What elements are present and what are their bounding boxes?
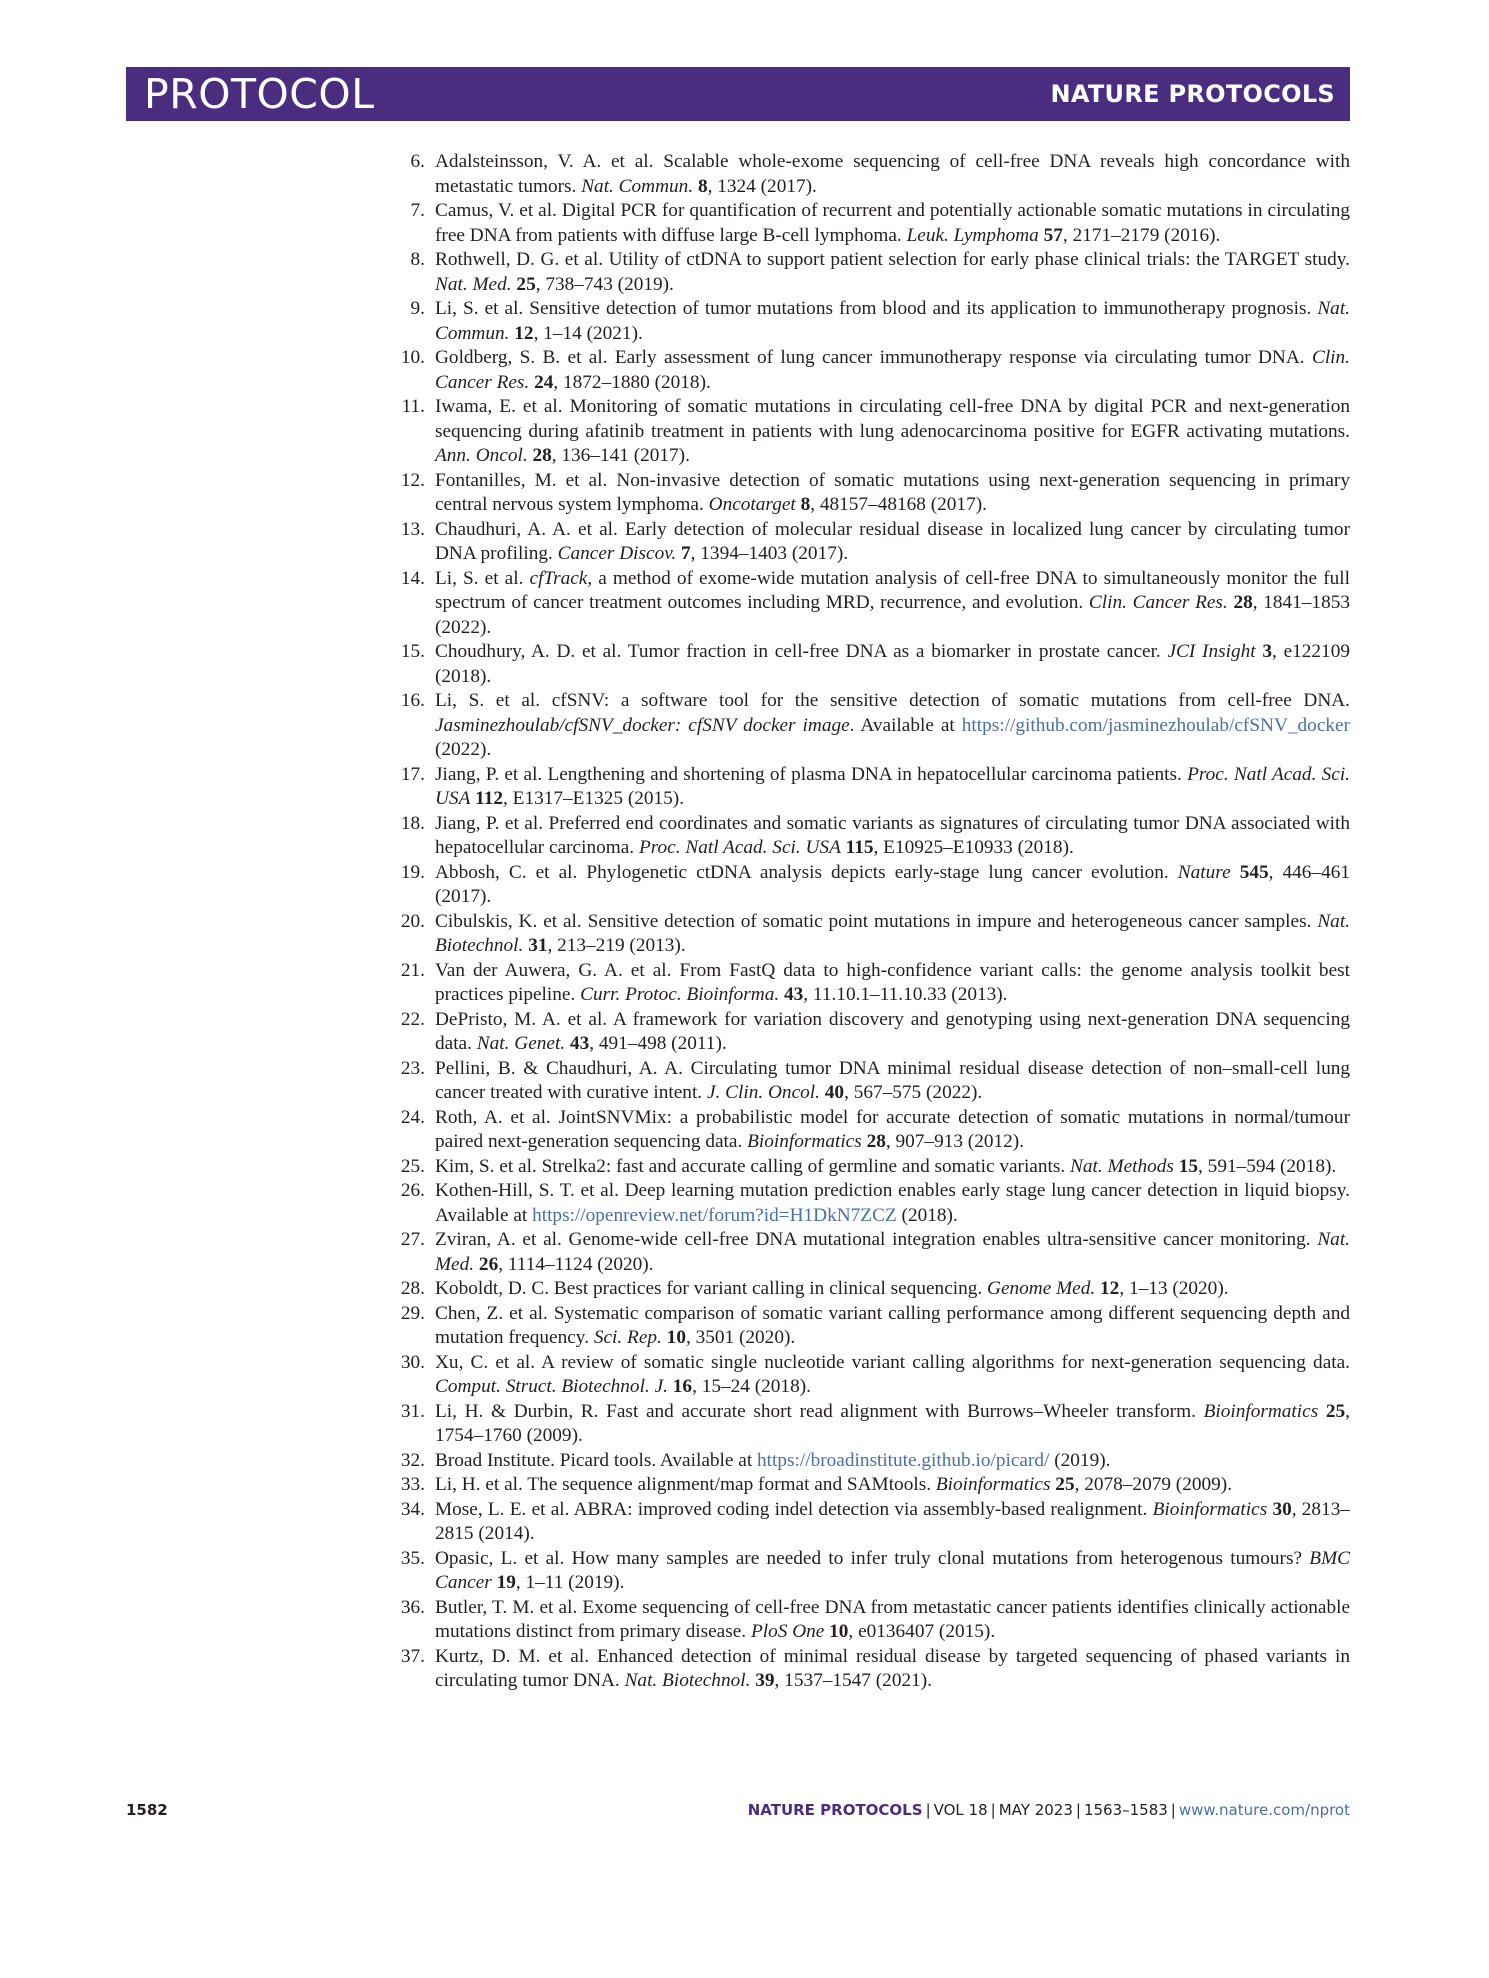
reference-item [385,861,1350,910]
footer-volume: VOL 18 [933,1801,988,1819]
reference-item [385,1302,1350,1351]
reference-segment: Jiang, P. et al. Preferred end coordinates and somatic variants as signatures of circulating tumor DNA associated with hepatocellular carcinoma. [435,812,1350,858]
reference-number: 29. [400,1302,425,1324]
reference-italic: Clin. Cancer Res. [1088,592,1228,613]
reference-item [385,199,1350,248]
reference-segment: , 1872–1880 (2018). [553,371,711,393]
reference-text [435,1498,1350,1547]
reference-number: 6. [410,151,425,172]
reference-segment: Kurtz, D. M. et al. Enhanced detection of minimal residual disease by targeted sequencing of phased variants in circulating tumor DNA. [435,1645,1350,1691]
footer-separator: | [1075,1801,1081,1819]
reference-italic: Comput. Struct. Biotechnol. J. [435,1376,668,1397]
reference-number: 18. [400,812,425,834]
reference-item [385,395,1350,469]
reference-segment: Opasic, L. et al. How many samples are needed to infer truly clonal mutations from heterogenous tumours? [435,1547,1310,1569]
reference-number: 25. [400,1155,425,1177]
reference-text [435,346,1350,395]
reference-volume: 26 [478,1253,499,1275]
reference-number: 30. [400,1351,425,1373]
reference-item [385,248,1350,297]
reference-italic: Jasminezhoulab/cfSNV_docker: cfSNV docker image [435,714,850,736]
reference-segment: Cibulskis, K. et al. Sensitive detection of somatic point mutations in impure and heterogeneous cancer samples. [435,910,1318,932]
footer-citation [748,1801,1350,1819]
reference-segment: Jiang, P. et al. Lengthening and shortening of plasma DNA in hepatocellular carcinoma patients. [435,763,1188,785]
reference-volume: 16 [672,1376,693,1397]
reference-volume: 39 [755,1670,775,1691]
reference-segment: Van der Auwera, G. A. et al. From FastQ data to high-confidence variant calls: the genome analysis toolkit best practices pipeline. [435,959,1350,1005]
reference-text [435,910,1350,959]
reference-number: 15. [400,641,425,662]
reference-item [385,959,1350,1008]
reference-text [435,861,1350,910]
reference-volume: 28 [532,445,552,466]
reference-number: 10. [400,347,425,368]
reference-text [435,1449,1350,1474]
reference-segment: , 2078–2079 (2009). [1074,1474,1233,1495]
reference-item [385,1277,1350,1302]
reference-segment: , E10925–E10933 (2018). [873,837,1074,858]
reference-text [435,1302,1350,1351]
footer-separator: | [925,1801,931,1819]
reference-number: 16. [400,690,425,711]
reference-italic: Ann. Oncol. [435,445,528,466]
reference-text [435,199,1350,248]
reference-segment: , 567–575 (2022). [844,1082,983,1103]
reference-number: 19. [400,861,425,883]
reference-item [385,1449,1350,1474]
reference-volume: 10 [666,1327,686,1348]
reference-number: 34. [400,1498,425,1520]
reference-text [435,1155,1350,1180]
reference-number: 33. [400,1474,425,1495]
reference-link[interactable]: https://openreview.net/forum?id=H1DkN7ZCZ [532,1204,897,1226]
reference-text [435,689,1350,763]
reference-segment: , 1324 (2017). [707,175,817,197]
reference-item [385,1645,1350,1694]
reference-text [435,1179,1350,1228]
reference-text [435,567,1350,641]
reference-item [385,346,1350,395]
reference-number: 31. [400,1400,425,1422]
reference-segment: , 1–13 (2020). [1119,1278,1229,1299]
reference-segment: . Available at [849,714,962,736]
reference-italic: Proc. Natl Acad. Sci. USA [638,837,841,858]
reference-segment: Chaudhuri, A. A. et al. Early detection of molecular residual disease in localized lung cancer by circulating tumor DNA profiling. [435,518,1350,564]
reference-italic: Bioinformatics [935,1474,1051,1495]
reference-segment: Choudhury, A. D. et al. Tumor fraction in cell-free DNA as a biomarker in prostate cancer. [435,641,1168,662]
reference-volume: 43 [784,984,804,1005]
reference-italic: Nat. Med. [435,273,512,295]
footer-issue: MAY 2023 [998,1801,1073,1819]
reference-segment: Kim, S. et al. Strelka2: fast and accurate calling of germline and somatic variants. [435,1155,1071,1177]
reference-number: 32. [400,1449,425,1471]
reference-item [385,763,1350,812]
section-label: PROTOCOL [144,70,375,118]
reference-segment: (2022). [435,739,492,760]
reference-segment: Li, S. et al. Sensitive detection of tumor mutations from blood and its application to immunotherapy prognosis. [435,298,1318,319]
reference-volume: 25 [1325,1400,1346,1422]
reference-italic: Leuk. Lymphoma [906,224,1039,246]
reference-text [435,297,1350,346]
reference-item [385,812,1350,861]
reference-segment: Rothwell, D. G. et al. Utility of ctDNA to support patient selection for early phase clinical trials: the TARGET study. [435,249,1350,270]
reference-number: 12. [400,469,425,491]
reference-number: 36. [400,1596,425,1618]
footer-url-link[interactable]: www.nature.com/nprot [1178,1801,1350,1819]
reference-italic: Bioinformatics [747,1131,862,1152]
reference-volume: 12 [514,322,534,344]
reference-italic: Nat. Commun. [581,175,694,197]
reference-text [435,395,1350,469]
reference-text [435,1106,1350,1155]
reference-volume: 115 [845,837,874,858]
reference-item [385,910,1350,959]
reference-number: 21. [400,959,425,981]
reference-segment: , 2171–2179 (2016). [1062,224,1221,246]
footer-separator: | [1170,1801,1176,1819]
reference-item [385,1179,1350,1228]
reference-segment: , e0136407 (2015). [848,1621,996,1642]
reference-number: 13. [400,518,425,540]
reference-text [435,1008,1350,1057]
reference-text [435,1645,1350,1694]
reference-list [385,150,1350,1694]
reference-item [385,150,1350,199]
reference-number: 37. [400,1645,425,1667]
reference-item [385,1547,1350,1596]
reference-segment: , 1537–1547 (2021). [774,1670,932,1691]
reference-segment: Koboldt, D. C. Best practices for variant calling in clinical sequencing. [435,1278,988,1299]
reference-italic: Nat. Biotechnol. [435,910,1350,956]
reference-number: 7. [410,200,425,221]
reference-volume: 15 [1178,1155,1199,1177]
reference-number: 22. [400,1008,425,1030]
footer-journal: NATURE PROTOCOLS [747,1801,923,1819]
reference-volume: 57 [1043,224,1063,246]
reference-volume: 40 [824,1082,845,1103]
reference-italic: BMC Cancer [435,1547,1350,1593]
reference-italic: PloS One [750,1621,825,1642]
reference-volume: 19 [496,1572,516,1593]
reference-segment: DePristo, M. A. et al. A framework for variation discovery and genotyping using next-generation DNA sequencing data. [435,1008,1350,1054]
reference-volume: 43 [569,1033,590,1054]
reference-segment: , 136–141 (2017). [551,445,690,466]
reference-italic: Curr. Protoc. Bioinforma. [580,984,780,1005]
reference-italic: Cancer Discov. [557,543,677,564]
reference-number: 28. [400,1278,425,1299]
reference-text [435,1473,1350,1498]
reference-number: 26. [400,1180,425,1201]
reference-segment: Iwama, E. et al. Monitoring of somatic mutations in circulating cell-free DNA by digital PCR and next-generation sequencing during afatinib treatment in patients with lung adenocarcinoma positive for EGFR activating mutations. [435,396,1350,442]
reference-segment: Roth, A. et al. JointSNVMix: a probabilistic model for accurate detection of somatic mutations in normal/tumour paired next-generation sequencing data. [435,1106,1350,1152]
reference-segment: , 738–743 (2019). [535,273,674,295]
reference-segment: , e122109 (2018). [435,641,1350,687]
reference-segment: , 15–24 (2018). [692,1376,811,1397]
reference-link[interactable]: https://broadinstitute.github.io/picard/ [757,1449,1050,1471]
reference-text [435,640,1350,689]
reference-segment: Abbosh, C. et al. Phylogenetic ctDNA analysis depicts early-stage lung cancer evolution. [435,861,1178,883]
reference-segment: Butler, T. M. et al. Exome sequencing of cell-free DNA from metastatic cancer patients identifies clinically actionable mutations distinct from primary disease. [435,1596,1350,1642]
reference-segment: , 1841–1853 (2022). [435,592,1350,638]
reference-number: 35. [400,1547,425,1569]
reference-volume: 25 [1055,1474,1075,1495]
reference-item [385,1228,1350,1277]
reference-segment: , 1754–1760 (2009). [435,1400,1350,1446]
reference-item [385,1473,1350,1498]
reference-volume: 10 [829,1621,849,1642]
reference-segment: Chen, Z. et al. Systematic comparison of somatic variant calling performance among different sequencing depth and mutation frequency. [435,1302,1350,1348]
reference-item [385,567,1350,641]
reference-segment: , 907–913 (2012). [885,1131,1025,1152]
reference-number: 9. [410,298,425,319]
reference-italic: Nat. Commun. [435,298,1350,344]
reference-volume: 24 [534,371,554,393]
reference-segment: Xu, C. et al. A review of somatic single nucleotide variant calling algorithms for next-generation sequencing data. [435,1351,1350,1373]
reference-text [435,812,1350,861]
reference-volume: 7 [681,543,691,564]
reference-segment: Adalsteinsson, V. A. et al. Scalable whole-exome sequencing of cell-free DNA reveals high concordance with metastatic tumors. [435,151,1350,197]
reference-segment: Fontanilles, M. et al. Non-invasive detection of somatic mutations using next-generation sequencing in primary central nervous system lymphoma. [435,469,1350,515]
reference-italic: JCI Insight [1167,641,1256,662]
reference-italic: Nat. Biotechnol. [624,1670,751,1691]
reference-volume: 25 [516,273,536,295]
reference-italic: Clin. Cancer Res. [435,347,1350,393]
reference-volume: 112 [475,788,504,809]
reference-segment: Li, H. et al. The sequence alignment/map format and SAMtools. [435,1474,936,1495]
reference-italic: Bioinformatics [1203,1400,1319,1422]
reference-segment: Mose, L. E. et al. ABRA: improved coding indel detection via assembly-based realignment. [435,1498,1153,1520]
reference-italic: cfTrack [529,567,588,589]
reference-text [435,1400,1350,1449]
reference-segment: , 3501 (2020). [685,1327,796,1348]
reference-item [385,1008,1350,1057]
reference-segment: Camus, V. et al. Digital PCR for quantification of recurrent and potentially actionable somatic mutations in circulating free DNA from patients with diffuse large B-cell lymphoma. [435,200,1350,246]
reference-text [435,1547,1350,1596]
reference-text [435,150,1350,199]
reference-segment: , 491–498 (2011). [589,1033,727,1054]
reference-text [435,248,1350,297]
reference-italic: Nat. Genet. [476,1033,566,1054]
reference-segment: , 2813–2815 (2014). [435,1498,1350,1544]
reference-text [435,469,1350,518]
reference-item [385,1155,1350,1180]
reference-volume: 30 [1272,1498,1292,1520]
reference-volume: 28 [1233,592,1253,613]
reference-volume: 12 [1100,1278,1120,1299]
reference-number: 11. [401,396,425,417]
reference-segment: , E1317–E1325 (2015). [503,788,685,809]
reference-segment: , 1394–1403 (2017). [690,543,849,564]
reference-link[interactable]: https://github.com/jasminezhoulab/cfSNV_docker [961,714,1350,736]
reference-italic: Sci. Rep. [593,1327,662,1348]
reference-segment: , 446–461 (2017). [435,861,1351,907]
reference-number: 17. [400,763,425,785]
reference-italic: Genome Med. [987,1278,1096,1299]
reference-segment: Li, S. et al. cfSNV: a software tool for the sensitive detection of somatic mutations from cell-free DNA. [435,690,1350,711]
reference-segment: Kothen-Hill, S. T. et al. Deep learning mutation prediction enables early stage lung cancer detection in liquid biopsy. Available at [435,1180,1350,1226]
reference-item [385,1057,1350,1106]
reference-volume: 8 [697,175,708,197]
reference-segment: , 1114–1124 (2020). [498,1253,654,1275]
reference-segment: , 591–594 (2018). [1198,1155,1337,1177]
reference-item [385,1498,1350,1547]
reference-item [385,1351,1350,1400]
reference-item [385,297,1350,346]
reference-number: 20. [400,910,425,932]
reference-number: 24. [400,1106,425,1128]
reference-segment: Goldberg, S. B. et al. Early assessment of lung cancer immunotherapy response via circulating tumor DNA. [435,347,1312,368]
reference-text [435,1277,1350,1302]
reference-segment: , 1–14 (2021). [533,322,643,344]
reference-number: 14. [400,567,425,589]
reference-number: 27. [400,1229,425,1250]
reference-segment: Broad Institute. Picard tools. Available at [435,1449,757,1471]
reference-italic: Nat. Methods [1070,1155,1174,1177]
reference-number: 8. [410,249,425,270]
reference-segment: , 1–11 (2019). [515,1572,625,1593]
reference-segment [1318,1401,1326,1422]
footer-pages: 1563–1583 [1083,1801,1168,1819]
reference-volume: 28 [866,1131,886,1152]
reference-italic: Nat. Med. [435,1229,1350,1275]
header-bar [126,67,1350,121]
reference-segment: , 48157–48168 (2017). [810,494,987,515]
reference-text [435,1057,1350,1106]
reference-segment: (2019). [1049,1449,1111,1471]
reference-italic: Nature [1177,861,1231,883]
reference-item [385,469,1350,518]
reference-text [435,1596,1350,1645]
reference-item [385,1400,1350,1449]
reference-italic: J. Clin. Oncol. [706,1082,820,1103]
reference-volume: 8 [800,494,811,515]
reference-italic: Oncotarget [708,494,796,515]
page-number: 1582 [126,1801,168,1819]
reference-segment: , 11.10.1–11.10.33 (2013). [803,984,1008,1005]
reference-number: 23. [400,1057,425,1079]
footer-separator: | [990,1801,996,1819]
reference-segment [1231,862,1240,883]
reference-segment: , a method of exome-wide mutation analysis of cell-free DNA to simultaneously monitor the full spectrum of cancer treatment outcomes including MRD, recurrence, and evolution. [435,567,1350,613]
reference-segment: (2018). [896,1204,958,1226]
reference-segment: Pellini, B. & Chaudhuri, A. A. Circulating tumor DNA minimal residual disease detection of non–small-cell lung cancer treated with curative intent. [435,1057,1350,1103]
reference-item [385,518,1350,567]
reference-volume: 545 [1239,861,1269,883]
reference-text [435,959,1350,1008]
reference-text [435,1351,1350,1400]
reference-italic: Bioinformatics [1152,1498,1268,1520]
reference-item [385,1106,1350,1155]
reference-segment: Li, H. & Durbin, R. Fast and accurate short read alignment with Burrows–Wheeler transform. [435,1400,1204,1422]
reference-segment: Zviran, A. et al. Genome-wide cell-free DNA mutational integration enables ultra-sensitive cancer monitoring. [435,1229,1318,1250]
reference-item [385,640,1350,689]
reference-volume: 3 [1262,641,1273,662]
reference-italic: Proc. Natl Acad. Sci. USA [435,763,1350,809]
reference-text [435,763,1350,812]
reference-text [435,518,1350,567]
reference-segment: Li, S. et al. [435,567,530,589]
reference-item [385,1596,1350,1645]
reference-volume: 31 [528,935,548,956]
reference-text [435,1228,1350,1277]
reference-segment: , 213–219 (2013). [547,935,686,956]
journal-name: NATURE PROTOCOLS [1050,80,1335,108]
reference-item [385,689,1350,763]
